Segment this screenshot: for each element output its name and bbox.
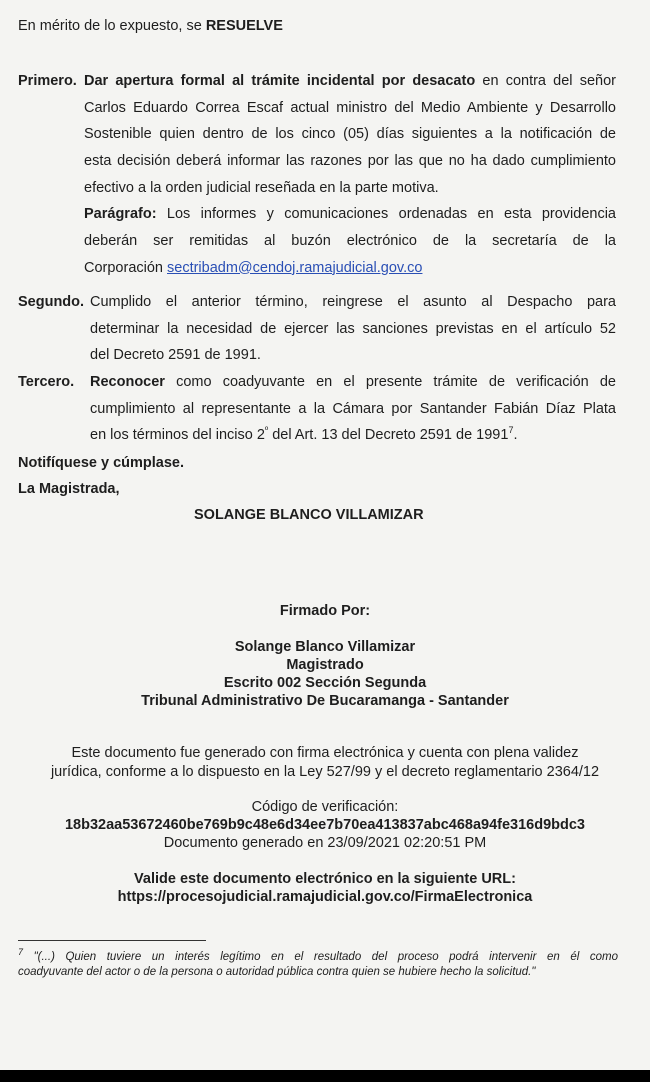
tercero-body — [90, 369, 616, 449]
tercero-lead-rest: como coadyuvante en el presente trámite de verificación de — [164, 374, 616, 390]
paragrafo-line-3 — [84, 255, 616, 282]
paragrafo-text: Los informes y comunicaciones ordenadas en esta providencia — [156, 206, 616, 223]
primero-line-5: efectivo a la orden judicial reseñada en la parte motiva. — [84, 179, 439, 196]
footnote-ref[interactable]: 7 — [508, 425, 514, 436]
footnote-number: 7 — [18, 947, 24, 958]
tercero-lead: Reconocer — [90, 374, 165, 390]
segundo-label: Segundo. — [18, 294, 85, 310]
bottom-bar — [0, 1070, 650, 1082]
validez-line-1: Este documento fue generado con firma electrónica y cuenta con plena validez — [71, 745, 579, 761]
tercero-line3-a: en los términos del inciso 2 — [90, 427, 265, 444]
tercero-line3-c: . — [513, 427, 518, 444]
primero-line-4: esta decisión deberá informar las razones por las que no ha dado cumplimiento — [84, 153, 616, 170]
tercero-label: Tercero. — [18, 374, 75, 390]
documento-generado: Documento generado en 23/09/2021 02:20:51 PM — [163, 835, 487, 851]
paragrafo-line-2: deberán ser remitidas al buzón electrónico de la secretaría de la — [84, 233, 616, 250]
valide-url[interactable]: https://procesojudicial.ramajudicial.gov.co/FirmaElectronica — [117, 889, 533, 905]
resuelve-keyword: RESUELVE — [205, 18, 283, 34]
segundo-line-3: del Decreto 2591 de 1991. — [90, 347, 261, 364]
primero-lead: Dar apertura formal al trámite incidental por desacato — [84, 73, 476, 89]
paragrafo-line3-text: Corporación — [84, 259, 168, 276]
firma-name: Solange Blanco Villamizar — [234, 639, 416, 655]
firma-office: Escrito 002 Sección Segunda — [223, 675, 427, 691]
firma-tribunal: Tribunal Administrativo De Bucaramanga - Santander — [141, 693, 509, 709]
firma-role: Magistrado — [286, 657, 364, 673]
notifiquese: Notifíquese y cúmplase. — [18, 455, 184, 471]
tercero-line-2: cumplimiento al representante a la Cámara por Santander Fabián Díaz Plata — [90, 400, 616, 417]
primero-label: Primero. — [18, 73, 77, 89]
email-link[interactable]: sectribadm@cendoj.ramajudicial.gov.co — [167, 259, 423, 276]
validez-line-2: jurídica, conforme a lo dispuesto en la Ley 527/99 y el decreto reglamentario 2364/12 — [50, 764, 600, 780]
tercero-line3-b: del Art. 13 del Decreto 2591 de 1991 — [268, 427, 509, 444]
footnote-rule — [18, 940, 206, 941]
primero-line-1 — [84, 68, 616, 95]
valide-line: Valide este documento electrónico en la siguiente URL: — [134, 871, 516, 887]
footnote-line-2: coadyuvante del actor o de la persona o autoridad pública contra quien se hubiere hecho la solicitud." — [18, 966, 536, 978]
paragrafo-line-1 — [84, 201, 616, 228]
primero-line-2: Carlos Eduardo Correa Escaf actual ministro del Medio Ambiente y Desarrollo — [84, 99, 616, 116]
degree-sup: º — [264, 425, 269, 436]
intro-line — [18, 18, 283, 34]
tercero-line-3 — [90, 422, 616, 449]
primero-body — [84, 68, 616, 282]
paragrafo-label: Parágrafo: — [84, 206, 157, 223]
signer-name-upper: SOLANGE BLANCO VILLAMIZAR — [194, 507, 424, 523]
segundo-line-1: Cumplido el anterior término, reingrese el asunto al Despacho para — [90, 294, 616, 310]
verificacion-code: 18b32aa53672460be769b9c48e6d34ee7b70ea413837abc468a94fe316d9bdc3 — [64, 817, 585, 833]
segundo-body — [90, 289, 616, 369]
magistrada-label: La Magistrada, — [18, 481, 120, 497]
verificacion-label: Código de verificación: — [251, 799, 399, 815]
segundo-line-2: determinar la necesidad de ejercer las sanciones previstas en el artículo 52 — [90, 320, 616, 337]
primero-line-3: Sostenible quien dentro de los cinco (05) días siguientes a la notificación de — [84, 126, 616, 143]
tercero-line-1 — [90, 369, 616, 396]
firmado-por: Firmado Por: — [279, 603, 371, 619]
footnote-text-1: "(...) Quien tuviere un interés legítimo en el resultado del proceso podrá intervenir en él como — [23, 951, 618, 963]
footnote-line-1 — [18, 947, 618, 965]
primero-lead-rest: en contra del señor — [475, 73, 616, 89]
intro-text: En mérito de lo expuesto, se — [18, 18, 206, 34]
